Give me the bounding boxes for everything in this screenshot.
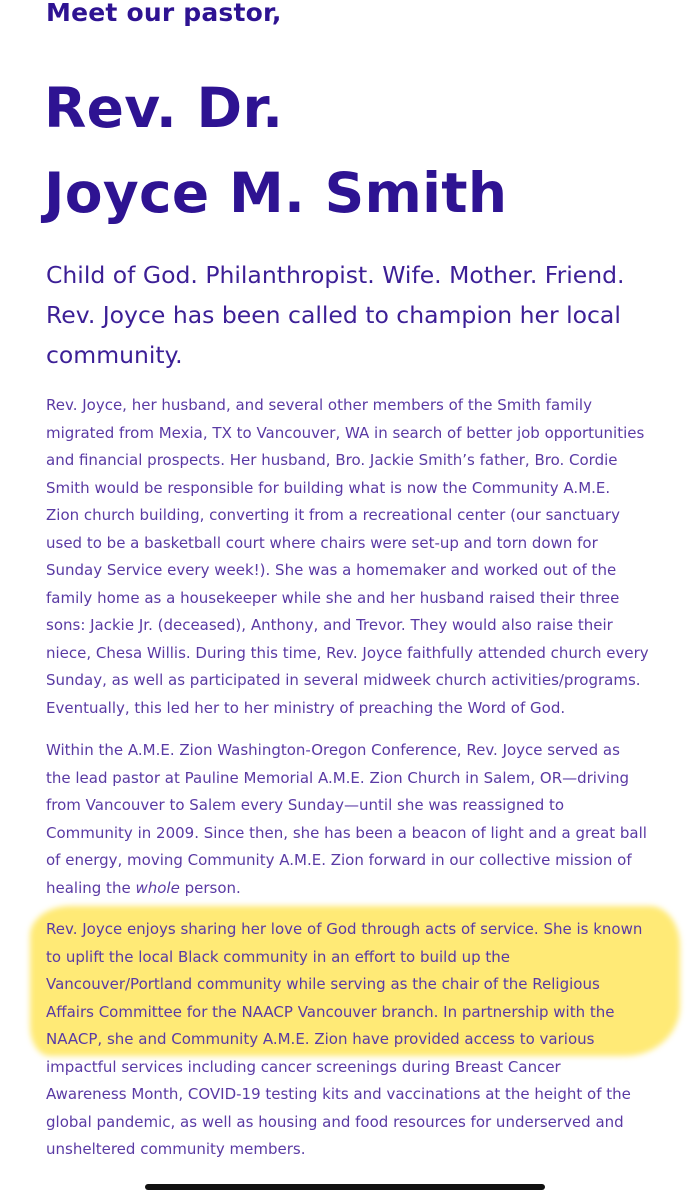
paragraph-line: Sunday Service every week!). She was a homemaker and worked out of the xyxy=(46,561,617,579)
paragraph-line: and financial prospects. Her husband, Bro. Jackie Smith’s father, Bro. Cordie xyxy=(46,451,618,469)
paragraph-line: niece, Chesa Willis. During this time, Rev. Joyce faithfully attended church every xyxy=(46,643,649,662)
paragraph-line: global pandemic, as well as housing and food resources for underserved and xyxy=(46,1112,624,1131)
paragraph-line: of energy, moving Community A.M.E. Zion forward in our collective mission of xyxy=(46,851,632,869)
paragraph-line: sons: Jackie Jr. (deceased), Anthony, and Trevor. They would also raise their xyxy=(46,616,613,634)
paragraph-line: to uplift the local Black community in an effort to build up the xyxy=(46,947,511,966)
paragraph-line-last xyxy=(46,875,666,903)
bio-paragraph-1 xyxy=(46,392,666,722)
paragraph-line: Rev. Joyce enjoys sharing her love of God through acts of service. She is known xyxy=(46,920,643,938)
paragraph-line: Smith would be responsible for building what is now the Community A.M.E. xyxy=(46,478,611,497)
paragraph-line: family home as a housekeeper while she and her husband raised their three xyxy=(46,588,620,607)
bio-paragraph-2 xyxy=(46,737,666,902)
paragraph-line: used to be a basketball court where chairs were set-up and torn down for xyxy=(46,533,598,552)
bio-paragraph-3-highlighted xyxy=(46,916,666,1164)
paragraph-line: unsheltered community members. xyxy=(46,1140,306,1158)
lede-line: Rev. Joyce has been called to champion her local xyxy=(46,301,621,329)
emphasis-text: whole xyxy=(135,878,180,897)
home-indicator-bar[interactable] xyxy=(145,1184,545,1190)
lede-paragraph xyxy=(46,255,656,375)
pastor-name-line-1: Rev. Dr. xyxy=(44,76,284,140)
paragraph-line: Awareness Month, COVID-19 testing kits and vaccinations at the height of the xyxy=(46,1085,631,1103)
paragraph-line: from Vancouver to Salem every Sunday—until she was reassigned to xyxy=(46,796,565,814)
lede-line: community. xyxy=(46,341,183,369)
text-run: person. xyxy=(179,878,241,897)
text-run: healing the xyxy=(46,878,136,897)
section-kicker: Meet our pastor, xyxy=(46,0,282,27)
paragraph-line: migrated from Mexia, TX to Vancouver, WA in search of better job opportunities xyxy=(46,423,645,442)
pastor-name-heading xyxy=(44,66,507,236)
paragraph-line: impactful services including cancer screenings during Breast Cancer xyxy=(46,1057,561,1076)
paragraph-line: the lead pastor at Pauline Memorial A.M.E. Zion Church in Salem, OR—driving xyxy=(46,768,630,787)
paragraph-line: Within the A.M.E. Zion Washington-Oregon Conference, Rev. Joyce served as xyxy=(46,741,620,759)
paragraph-line: Community in 2009. Since then, she has been a beacon of light and a great ball xyxy=(46,823,647,842)
paragraph-line: Rev. Joyce, her husband, and several other members of the Smith family xyxy=(46,396,592,414)
paragraph-line: Affairs Committee for the NAACP Vancouver branch. In partnership with the xyxy=(46,1002,615,1021)
paragraph-line: Sunday, as well as participated in several midweek church activities/programs. xyxy=(46,671,641,689)
lede-line: Child of God. Philanthropist. Wife. Mother. Friend. xyxy=(46,261,625,289)
paragraph-line: NAACP, she and Community A.M.E. Zion have provided access to various xyxy=(46,1030,595,1048)
paragraph-line: Zion church building, converting it from a recreational center (our sanctuary xyxy=(46,506,620,524)
pastor-name-line-2: Joyce M. Smith xyxy=(44,161,508,225)
paragraph-line: Vancouver/Portland community while serving as the chair of the Religious xyxy=(46,975,600,993)
paragraph-line: Eventually, this led her to her ministry of preaching the Word of God. xyxy=(46,698,566,717)
